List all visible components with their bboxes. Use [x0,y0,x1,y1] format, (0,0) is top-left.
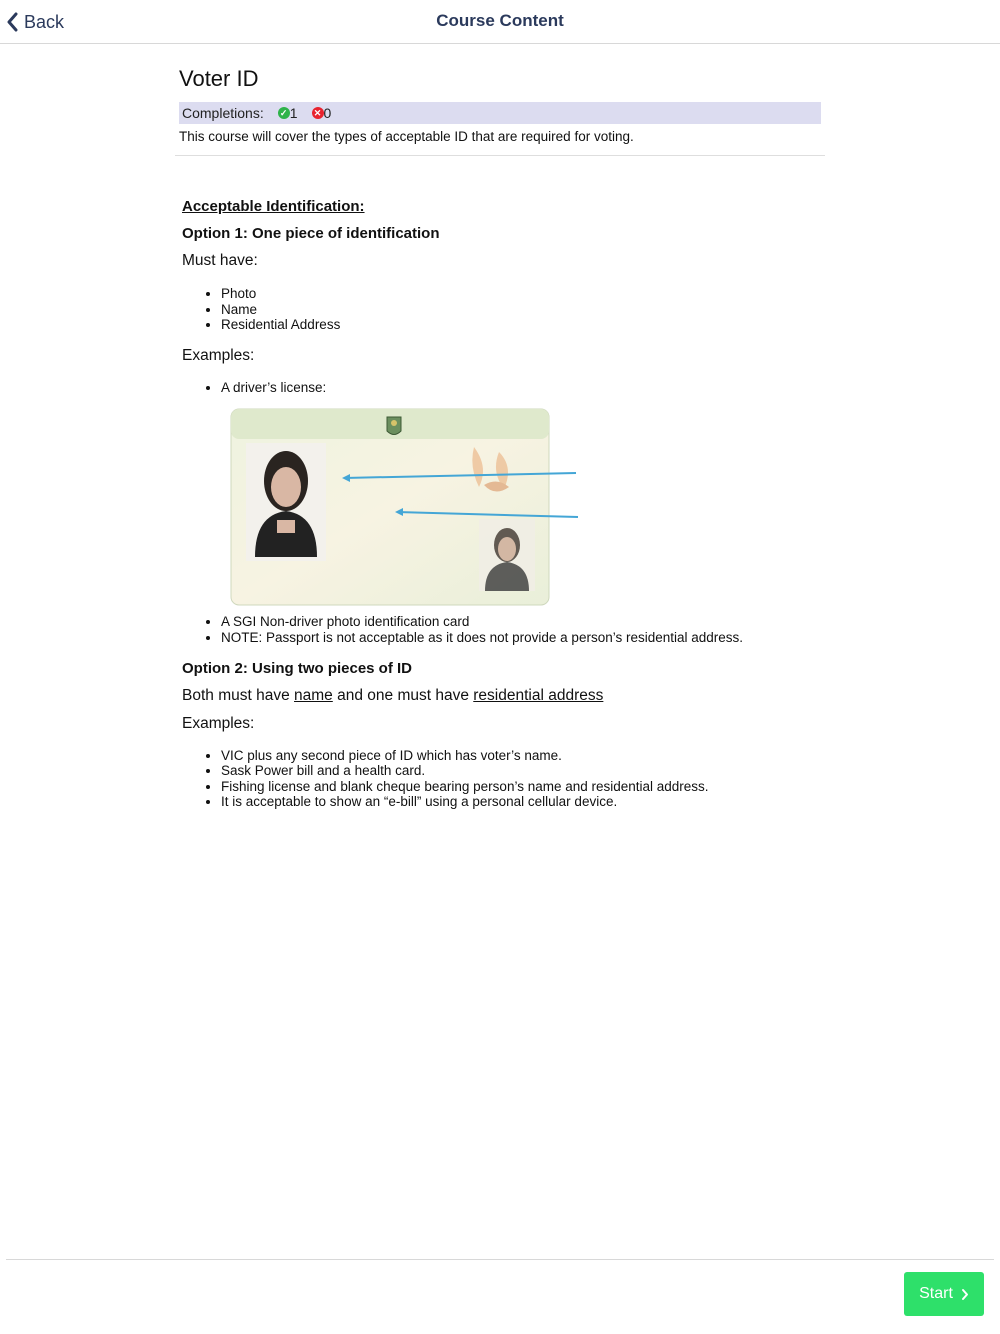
list-item: • Residential Address [221,317,822,333]
list-item: • It is acceptable to show an “e-bill” using a personal cellular device. [221,794,822,810]
examples-list [182,614,822,645]
divider [175,155,825,156]
license-example-list [182,380,822,396]
completions-label: Completions: [182,105,264,121]
drivers-license-sample-image [229,407,774,609]
examples-label: Examples: [182,346,255,364]
must-have-list [182,286,822,333]
completions-bar [179,102,821,124]
option2-requirement [182,687,822,705]
start-button[interactable] [904,1272,984,1316]
option1-title: Option 1: One piece of identification [182,225,440,242]
requirement-text: and one must have [332,686,474,704]
acceptable-id-heading: Acceptable Identification: [182,198,365,215]
list-item: • Fishing license and blank cheque bearing person’s name and residential address. [221,779,822,795]
option2-title: Option 2: Using two pieces of ID [182,659,413,677]
list-item: • NOTE: Passport is not acceptable as it does not provide a person’s residential address. [221,630,822,646]
chevron-right-icon [961,1288,969,1301]
list-item: • A SGI Non-driver photo identification card [221,614,822,630]
footer-divider [6,1259,994,1260]
license-photo [246,443,326,561]
list-item: • Name [221,302,822,318]
completed-count: 1 [289,105,298,121]
must-have-label: Must have: [182,252,258,269]
page-title: Course Content [436,11,564,30]
address-term: residential address [473,686,604,704]
requirement-text: Both must have [182,686,295,704]
x-circle-icon: ✕ [312,107,324,119]
check-circle-icon: ✓ [278,107,290,119]
list-item: • VIC plus any second piece of ID which has voter’s name. [221,748,822,764]
examples-label: Examples: [182,714,255,732]
back-label: Back [24,11,65,32]
failed-count: 0 [323,105,332,121]
list-item: • Sask Power bill and a health card. [221,763,822,779]
start-label: Start [919,1285,953,1302]
completed-status [278,105,298,121]
name-term: name [294,686,333,704]
nav-bar [0,0,1000,44]
list-item: • A driver’s license: [221,380,822,396]
list-item: • Photo [221,286,822,302]
course-description: This course will cover the types of acceptable ID that are required for voting. [179,129,634,144]
course-title: Voter ID [179,66,259,91]
option2-examples-list [182,748,822,810]
failed-status [312,105,332,121]
crest-icon [387,417,401,435]
license-ghost-photo [479,519,535,591]
